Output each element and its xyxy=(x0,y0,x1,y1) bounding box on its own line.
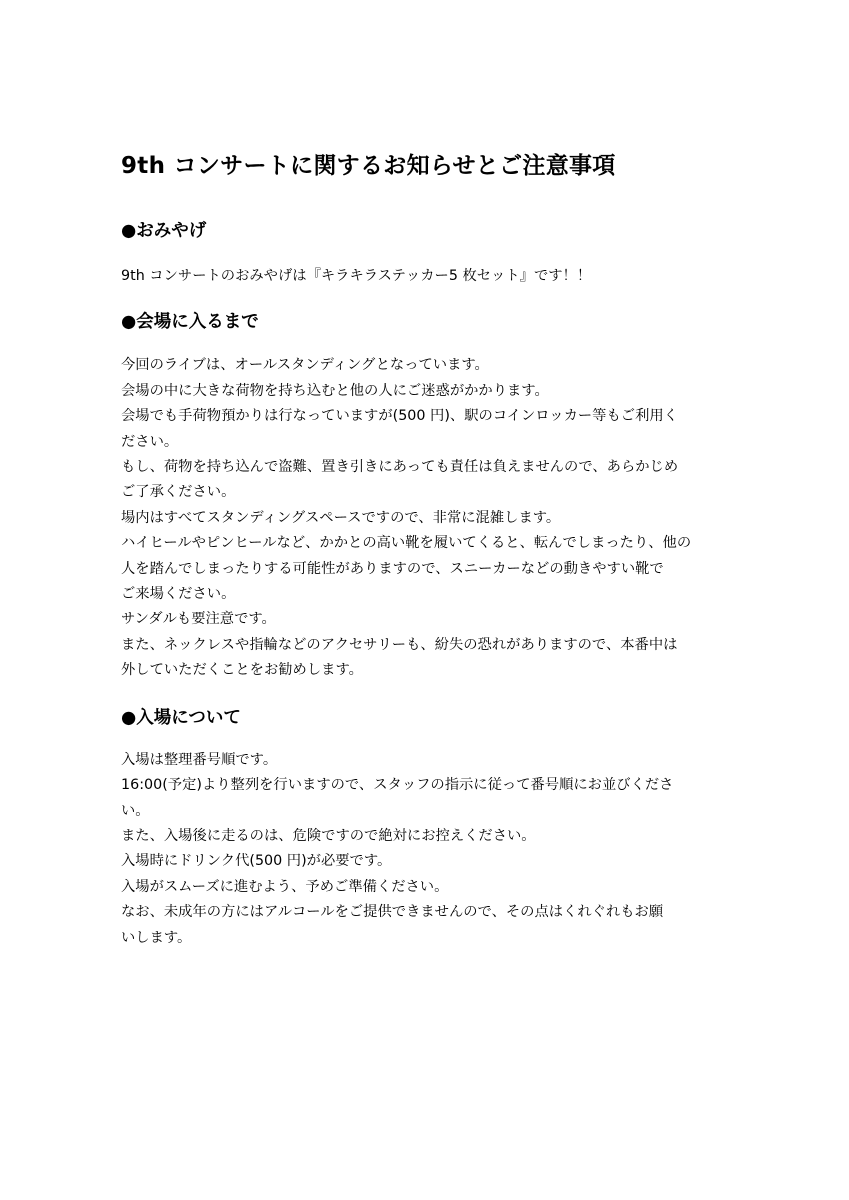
paragraph-line: もし、荷物を持ち込んで盗難、置き引きにあっても責任は負えませんので、あらかじめ xyxy=(121,459,679,476)
paragraph-line: 外していただくことをお勧めします。 xyxy=(121,662,363,679)
paragraph-line: 9th コンサートのおみやげは『キラキラステッカー5 枚セット』です！！ xyxy=(121,268,592,284)
section-heading-entry: ●入場について xyxy=(121,707,241,728)
document-page xyxy=(121,150,741,951)
paragraph-line: また、ネックレスや指輪などのアクセサリーも、紛失の恐れがありますので、本番中は xyxy=(121,636,678,653)
paragraph-line: い。 xyxy=(121,802,150,819)
paragraph-line: 16:00(予定)より整列を行いますので、スタッフの指示に従って番号順にお並びくださ xyxy=(121,777,674,794)
document-title: 9th コンサートに関するお知らせとご注意事項 xyxy=(121,153,616,179)
paragraph-line: サンダルも要注意です。 xyxy=(121,611,276,628)
paragraph-line: 入場がスムーズに進むよう、予めご準備ください。 xyxy=(121,878,449,895)
paragraph-line: ハイヒールやピンヒールなど、かかとの高い靴を履いてくると、転んでしまったり、他の xyxy=(121,535,692,552)
paragraph-line: なお、未成年の方にはアルコールをご提供できませんので、その点はくれぐれもお願 xyxy=(121,904,664,921)
paragraph-line: ご了承ください。 xyxy=(121,484,236,501)
section-venue xyxy=(121,310,741,683)
paragraph-line: ださい。 xyxy=(121,433,179,450)
paragraph-line: 会場の中に大きな荷物を持ち込むと他の人にご迷惑がかかります。 xyxy=(121,382,549,399)
section-omiyage xyxy=(121,219,741,289)
paragraph-line: 入場は整理番号順です。 xyxy=(121,751,278,768)
paragraph-line: 会場でも手荷物預かりは行なっていますが(500 円)、駅のコインロッカー等もご利用く xyxy=(121,408,678,425)
paragraph-line: いします。 xyxy=(121,929,192,946)
paragraph-line: 場内はすべてスタンディングスペースですので、非常に混雑します。 xyxy=(121,509,561,526)
paragraph-line: 入場時にドリンク代(500 円)が必要です。 xyxy=(121,853,392,870)
paragraph-line: 人を踏んでしまったりする可能性がありますので、スニーカーなどの動きやすい靴で xyxy=(121,560,664,577)
paragraph-line: 今回のライブは、オールスタンディングとなっています。 xyxy=(121,357,489,374)
section-heading-venue: ●会場に入るまで xyxy=(121,312,259,333)
section-heading-omiyage: ●おみやげ xyxy=(121,221,207,241)
paragraph-line: ご来場ください。 xyxy=(121,586,236,603)
paragraph-line: また、入場後に走るのは、危険ですので絶対にお控えください。 xyxy=(121,827,536,844)
section-entry xyxy=(121,706,741,951)
